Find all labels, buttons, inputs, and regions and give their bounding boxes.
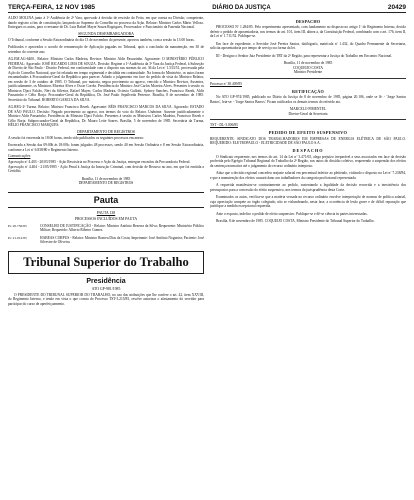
section-title-segunda: SEGUNDA DESEMBARGADORA [78,31,134,36]
sign-name: COQUEIJO COSTA [293,65,323,70]
registros-body: A sessão foi encerrada às 18:00 horas, tendo sido publicados os seguintes processos em anexo: [8,135,145,140]
pauta-subtitle-2: PROCESSOS INCLUÍDOS EM PAUTA [74,216,138,221]
divider [210,119,406,120]
header-date: TERÇA-FEIRA, 12 NOV 1985 [8,4,96,11]
pauta-section [8,192,204,208]
intro-paragraph: ALDO MOLINA junto à 1ª Audiência de 2ª Vara, aprovado à decisão de rescisão do Feito, em que consta na Divisão, competente, dando registro a fins de constituição, lançando ao Supremo do Conselho no processo da Ação. Relator: Ministro Carlos Mário Velloso. Entregues os autos, para o reexame do Dr. Luiz Rafael Mayer Souza Rogrigues, Processador: e Funcionário da Fazenda Nacional. [8,16,204,29]
header-page-number: 20429 [387,4,406,11]
left-column [8,16,204,306]
sign-place: Brasília, 11 de novembro de 1985 [283,61,333,65]
despacho-body-3: III - Designo o Senhor Juiz Presidente do TRT da 2ª Região, para representar a Justiça do Trabalho em Encontro Nacional. [216,53,393,58]
columns [8,16,406,306]
comunicacoes-body-2: Aprovação nº 4.404 - 21/05/1985 - Ação Penal à Justiça da Instrução Criminal, com decisão de Recurso no ano, em que foi emitida a Certidão. [8,164,204,173]
segunda-turma-paragraph: AG.REG-2ª Turma. Relator: Ministro Francisco Rezek. Agravante: RÉIS FRANCISCO MARCOS DA SILVA. Agravado: ESTADO DE SÃO PAULO. Decisão: Negado provimento ao agravo, nos termos do voto do Relator. Unânime. Ausente justificadamente o Ministro Aldir Passarinho. Presidência do Ministro Djaci Falcão. Presentes à sessão os Ministros Carlos Madeira, Francisco Rezek e Célio Borja. Subprocurador-Geral da República, Dr. Mauro Leite Soares. Brasília, 5 de novembro de 1985. Secretária da Turma, HÉLIO FRANCISCO MARQUES. [8,105,204,127]
despacho-paragraph: O Sindicato requerente, nos termos do art. 14 da Lei nº 3.471/65, alega prejuízo irreparável a seus associados em face da decisão proferida pelo Egrégio Tribunal Regional do Trabalho da 2ª Região, nos autos do dissídio coletivo, requerendo a suspensão dos efeitos da sentença normativa até o julgamento do recurso ordinário interposto. [210,154,406,168]
sign-role: Ministro Presidente [293,70,323,74]
despacho-title: DESPACHO [292,147,324,153]
section-segunda-body: O Tribunal, conforme a Sessão Extraordinária do dia 13 de novembro do presente, aprovou também, com a sessão às 13:00 horas. [8,37,195,42]
divider [210,78,406,79]
right-column [210,16,406,306]
header-publication: DIÁRIO DA JUSTIÇA [212,5,271,11]
pauta-item-label: Pr. 20.756/85 [8,223,27,228]
ato-body: O PRESIDENTE DO TRIBUNAL SUPERIOR DO TRABALHO, no uso das atribuições que lhe confere o art. 42, item XXVIII, do Regimento Interno, e tendo em vista o que consta do Processo TST-3.215/85, resolve autorizar o afastamento do servidor para participar do curso de aperfeiçoamento. [8,292,204,306]
decreto-parties: REQUERENTE: SINDICATO DOS TRABALHADORES EM EMPRESAS DE ENERGIA ELÉTRICA DE SÃO PAULO. REQUERIDO: ELETROPAULO - ELETRICIDADE DE SÃO PAULO S.A. [210,136,406,145]
section-title-comunicacoes: Comunicações [8,154,31,158]
pauta-item-text: CONSELHO DE JUSTIFICAÇÃO - Relator: Ministro Antônio Bezerra da Silva; Requerente: Ministério Público Militar; Requerido: Alberto Ribeiro Gomes. [40,223,204,232]
pauta-item-label: Pr. 21.012/85 [8,235,27,240]
presidencia-heading: Presidência [86,277,126,285]
pauta-item-text: HABEAS CORPUS - Relator: Ministro Romeu Dias da Costa; Impetrante: José Antônio Nogueira; Paciente: José Silvestre de Oliveira. [40,235,204,244]
signoff-date: Brasília, 11 de novembro de 1985 [81,176,131,181]
ato2-sign: MARCELO PIMENTEL [289,107,327,111]
despacho-heading: DESPACHO [295,19,321,24]
closing-paragraph: Brasília, 8 de novembro de 1985. COQUEIJO COSTA, Ministro Presidente do Tribunal Superior do Trabalho. [216,219,375,223]
pauta-item [8,224,204,233]
section-title-registros: DEPARTAMENTO DE REGISTROS [77,129,135,134]
despacho-paragraph: Ante o exposto, indefiro o pedido de efeito suspensivo. Publique-se e dê-se ciência às partes interessadas. [216,211,368,216]
despacho-body: PROCESSO Nº 1.284/85. Pelo requerimento apresentado, com fundamento no disposto no artigo 1º do Regimento Interno, decido deferir o pedido de aposentadoria, nos termos do art. 101, item III, alínea a, da Constituição Federal, combinado com o art. 176, item II, da Lei nº 1.711/52. Publique-se. [210,25,406,38]
page-header [8,4,406,13]
agravo-paragraph: AG.EM.AG-6400.. Relator: Ministro Carlos Madeira, Revisor: Ministro Aldir Passarinho. Agravante: O MINISTÉRIO PÚBLICO FEDERAL; Agravado: JOSÉ RICARDO LIMA DE SOUZA. Decisão: Regime a 1ª Audiência da 3ª Vara da Justiça Federal, à Subseção de Direito de São Paulo - Distrito Federal, em conformidade com o disposto nas normas do art. 36 da Lei nº 1.533/51, processada pela Ação do Conselho Nacional, que foi relatada em tempo regimental e decidida em continuidade. Na forma do Ministério, os autos foram encaminhados à Procuradoria-Geral da República para parecer. Adiado o julgamento em face do pedido de vista do Ministro Relator, em sessão de 3 de outubro de 1985. O Tribunal, por maioria, negou provimento ao agravo, vencido o Ministro Revisor, Ausentes, justificadamente, os Ministros Moreira Alves e Oscar Corrêa. Presidência do Ministro José Carlos Moreira Alves. Presentes à sessão os Ministros Djaci Falcão, Néri da Silveira, Rafael Mayer, Carlos Madeira, Octavio Gallotti, Sydney Sanches, Francisco Rezek, Aldir Passarinho e Célio Borja. Procurador-Geral da República, Dr. José Paulo Sepúlveda Pertence. Brasília, 8 de novembro de 1985. Secretário do Tribunal. ROBERTO GARCIA DA SILVA. [8,57,204,102]
despacho-paragraph: A requerida manifestou-se contrariamente ao pedido, sustentando a legalidade da decisão recorrida e a inexistência dos pressupostos para a concessão do efeito suspensivo, nos termos da jurisprudência desta Corte. [210,183,406,192]
comunicacoes-body: Aprovação nº 4.403 - 20/05/1985 - Ação Rescisória no Processo e Ação da Justiça, entregue em mãos da Procuradoria Federal. [8,160,191,164]
ato2-reference: Processo nº 38.409/85 [210,81,242,86]
despacho-body-2: Em face de expediente, o Servidor José Pereira Santos, datilógrafo, matrícula nº 1.432, do Quadro Permanente da Secretaria, solicita aposentadoria por tempo de serviço na forma da lei. [210,41,406,50]
ato2-body: No ATO GP-974/1985, publicado no Diário da Justiça de 8 de novembro de 1985, página 20.106, onde se lê: - 'Jorge Santos Bastos', leia-se: - 'Jorge Santos Barros'. Ficam ratificados os demais termos do referido ato. [210,95,406,104]
pauta-subtitle: PAUTA 138 [96,210,116,215]
tst-title-box [8,251,204,274]
pauta-title: Pauta [93,194,119,205]
ato2-role: Diretor-Geral da Secretaria [288,111,328,116]
registros-body-2: Encerrada a Sessão das 09:00h às 18:00h; foram julgados 48 processos, sendo 40 em Sessão Ordinária e 8 em Sessão Extraordinária, conforme a Lei nº 6.838/80 e Regimento Interno. [8,143,204,152]
despacho-paragraph: Examinados os autos, verifica-se que a matéria versada no recurso ordinário envolve interpretação de normas de política salarial, cuja apreciação compete ao órgão colegiado, não se vislumbrando, nesta fase, a ocorrência de lesão grave e de difícil reparação que justifique a medida excepcional requerida. [210,195,406,208]
ato2-heading: RETIFICAÇÃO [292,89,324,94]
tst-title: Tribunal Superior do Trabalho [23,254,189,269]
decreto-reference: TST - DL-3.006/85 [210,123,238,127]
despacho-paragraph: Aduz que a decisão regional concedeu reajuste salarial em percentual inferior ao pleiteado, violando o disposto na Lei nº 7.238/84, e que a manutenção dos efeitos causará dano aos trabalhadores da categoria profissional representada. [210,171,406,180]
section-segunda-body-2: Publicados e aprovados o acordo de remuneração de Aplicação pagadas no Tribunal, após a conclusão da manutenção, em 30 de setembro do corrente ano. [8,45,204,54]
signoff-name: DEPARTAMENTO DE REGISTROS [78,181,134,185]
decreto-title: PEDIDO DE EFEITO SUSPENSIVO [268,129,348,135]
ato-title: ATO GP-981/1985 [91,286,121,291]
pauta-item [8,236,204,245]
